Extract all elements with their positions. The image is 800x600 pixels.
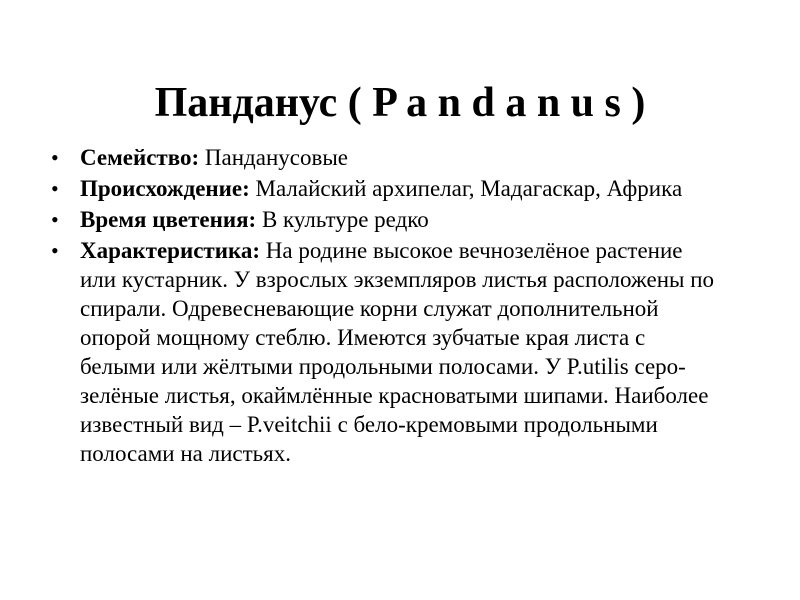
slide-title: Панданус ( P a n d a n u s ) bbox=[154, 80, 646, 127]
characteristics-label: Характеристика: bbox=[80, 238, 266, 263]
bullet-dot-icon: • bbox=[51, 207, 59, 232]
origin-label: Происхождение: bbox=[80, 176, 256, 201]
bullet-dot-icon: • bbox=[51, 176, 59, 201]
bullet-item-origin bbox=[0, 174, 720, 203]
flowering-time-value: В культуре редко bbox=[261, 207, 429, 232]
bullet-dot-icon: • bbox=[51, 238, 59, 263]
flowering-time-label: Время цветения: bbox=[80, 207, 262, 232]
bullet-item-characteristics bbox=[0, 236, 720, 468]
bullet-item-family bbox=[0, 143, 720, 172]
origin-value: Малайский архипелаг, Мадагаскар, Африка bbox=[255, 176, 683, 201]
family-label: Семейство: bbox=[80, 145, 205, 170]
bullet-list bbox=[0, 143, 720, 470]
bullet-item-flowering-time bbox=[0, 205, 720, 234]
characteristics-value: На родине высокое вечнозелёное растение или кустарник. У взрослых экземпляров листья расположены по спирали. Одревесневающие корни служат дополнительной опорой мощному стеблю. Имеются зубчатые края листа с белыми или жёлтыми продольными полосами. У P.utilis серо-зелёные листья, окаймлённые красноватыми шипами. Наиболее известный вид – P.veitchii с бело-кремовыми продольными полосами на листьях. bbox=[80, 238, 715, 466]
bullet-dot-icon: • bbox=[51, 145, 59, 170]
family-value: Панданусовые bbox=[204, 145, 348, 170]
